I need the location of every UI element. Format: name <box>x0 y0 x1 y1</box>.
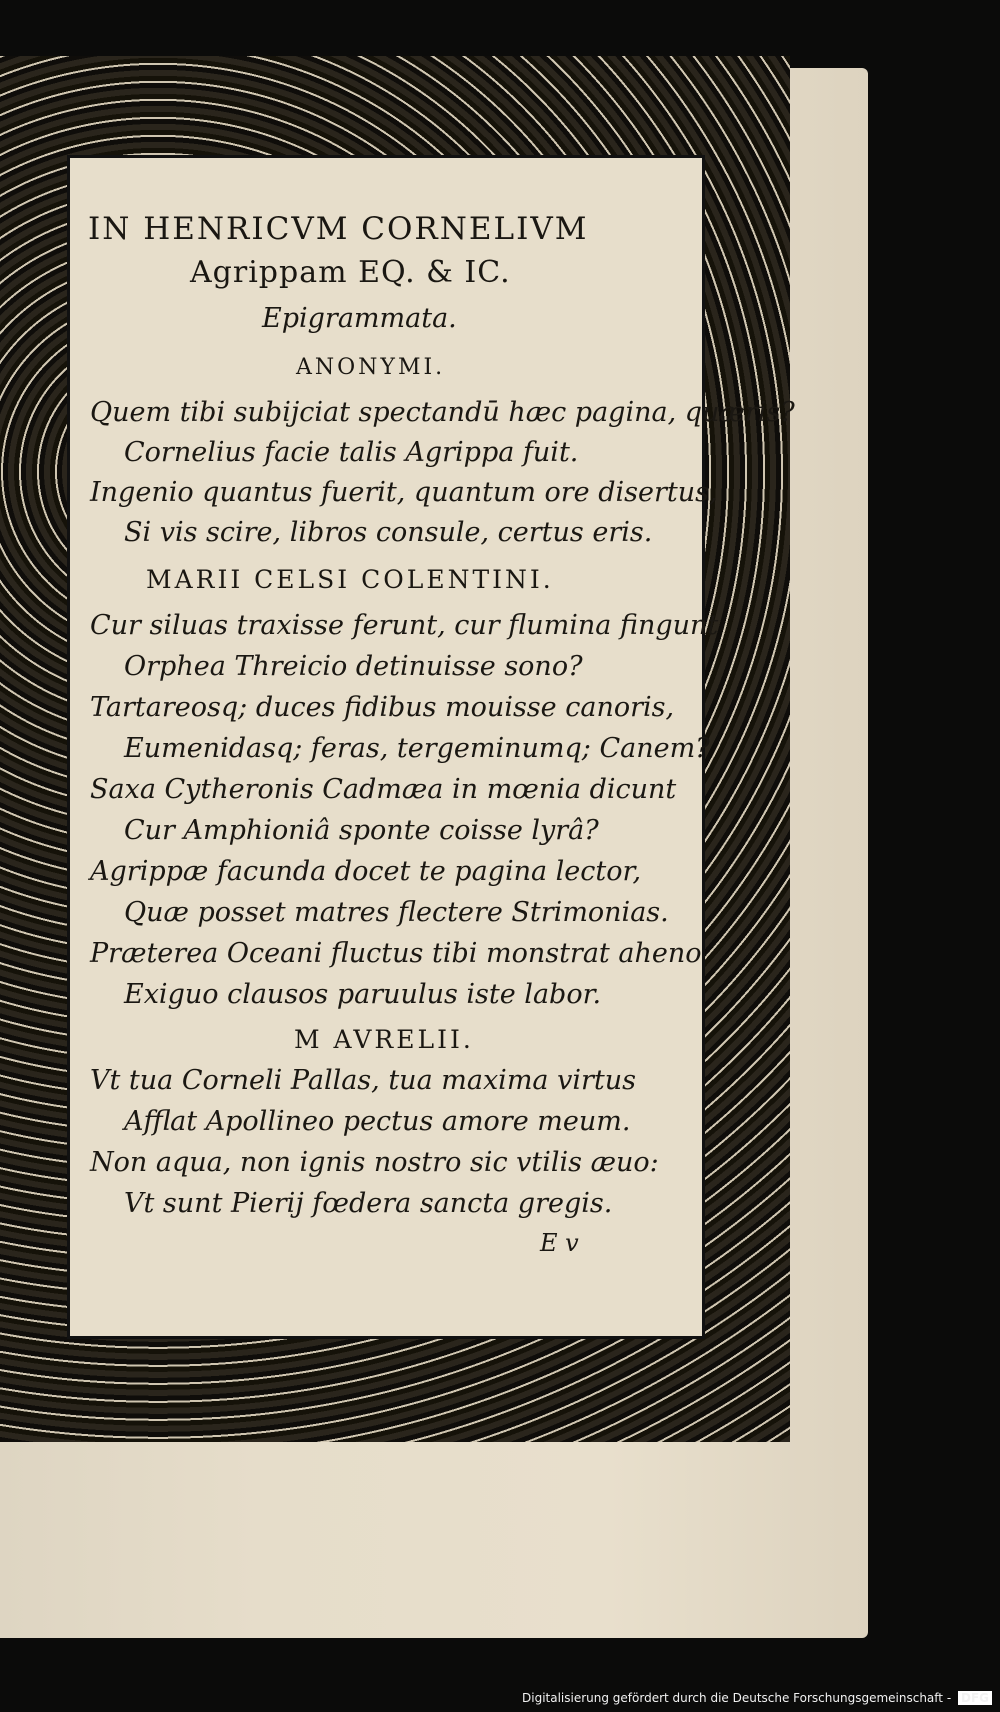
verse-line: Eumenidasq; feras, tergeminumq; Canem? <box>124 733 710 764</box>
section-head-marii: MARII CELSI COLENTINI. <box>146 565 554 594</box>
verse-line: Cur Amphioniâ sponte coisse lyrâ? <box>124 815 599 846</box>
verse-line: Orphea Threicio detinuisse sono? <box>124 651 583 682</box>
dfg-logo: DFG <box>958 1691 992 1705</box>
verse-line: Vt sunt Pierij fœdera sancta gregis. <box>124 1188 613 1219</box>
footer-credit <box>522 1691 992 1705</box>
verse-line: Quæ posset matres flectere Strimonias. <box>124 897 669 928</box>
verse-line: Afflat Apollineo pectus amore meum. <box>124 1106 631 1137</box>
verse-line: Ingenio quantus fuerit, quantum ore disertus, <box>90 477 718 508</box>
verse-line: Cur siluas traxisse ferunt, cur flumina fingunt <box>90 610 719 641</box>
verse-line: Quem tibi subijciat spectandū hæc pagina, quæris? <box>90 397 795 428</box>
verse-line: Vt tua Corneli Pallas, tua maxima virtus <box>90 1065 636 1096</box>
verse-line: Præterea Oceani fluctus tibi monstrat aheno <box>90 938 702 969</box>
verse-line: Tartareosq; duces fidibus mouisse canoris, <box>90 692 675 723</box>
section-head-aurelii: M AVRELII. <box>294 1025 474 1054</box>
verse-line: Si vis scire, libros consule, certus eris. <box>124 517 653 548</box>
signature-mark: E v <box>540 1229 579 1257</box>
verse-line: Saxa Cytheronis Cadmæa in mœnia dicunt <box>90 774 677 805</box>
verse-line: Agrippæ facunda docet te pagina lector, <box>90 856 642 887</box>
verse-line: Cornelius facie talis Agrippa fuit. <box>124 437 579 468</box>
title-line-1: IN HENRICVM CORNELIVM <box>88 211 589 247</box>
verse-line: Non aqua, non ignis nostro sic vtilis æuo: <box>90 1147 659 1178</box>
footer-bar <box>0 1686 1000 1712</box>
title-line-2: Agrippam EQ. & IC. <box>190 255 511 290</box>
verse-line: Exiguo clausos paruulus iste labor. <box>124 979 602 1010</box>
footer-text: Digitalisierung gefördert durch die Deutsche Forschungsgemeinschaft - <box>522 1691 952 1705</box>
subtitle: Epigrammata. <box>262 303 457 334</box>
section-head-anonymi: ANONYMI. <box>296 355 446 380</box>
